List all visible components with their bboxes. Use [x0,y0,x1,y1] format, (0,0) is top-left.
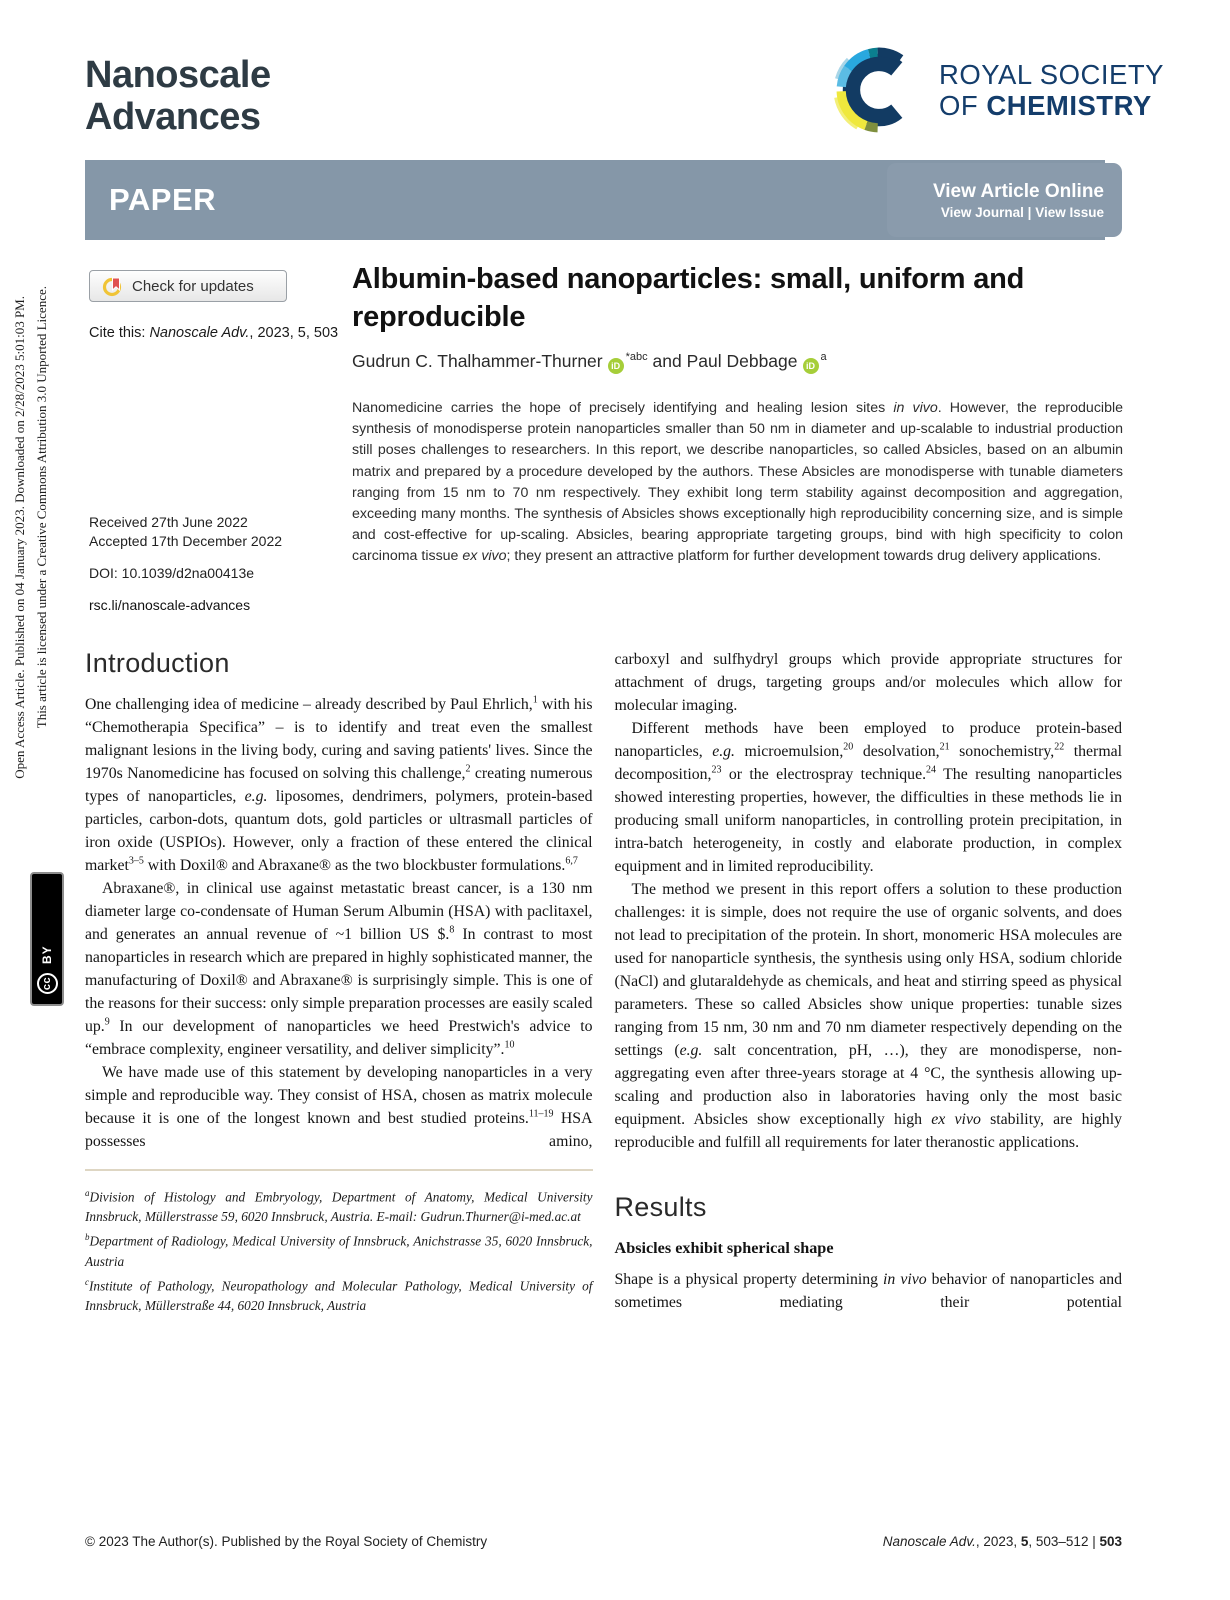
orcid-icon[interactable]: iD [608,358,624,374]
footnote-a-mark: a [85,1188,90,1198]
body-paragraph: carboxyl and sulfhydryl groups which provide appropriate structures for attachment of drugs, targeting groups and/or molecules which allow for molecular imaging. [614,651,1122,714]
results-section [615,1192,1123,1314]
author-2-affiliation-marks: a [820,351,827,364]
footnote-a [85,1183,593,1227]
rsc-logo [833,44,1164,136]
body-paragraph: Abraxane®, in clinical use against metastatic breast cancer, is a 130 nm diameter large co-condensate of Human Serum Albumin (HSA) with paclitaxel, and generates an annual revenue of ~1 billion US $.$^8$ In contrast to most nanoparticles in research which are prepared in highly sophisticated manner, the manufacturing of Doxil® and Abraxane® is surprisingly simple. This is one of the reasons for their success: only simple preparation processes are easily scaled up.$^9$ In our development of nanoparticles we heed Prestwich's advice to “embrace complexity, engineer versatility, and deliver simplicity”.$^{10}$ [85,880,593,1058]
footnote-c-text: Institute of Pathology, Neuropathology and Molecular Pathology, Medical University of Innsbruck, Müllerstraße 44, 6020 Innsbruck, Austria [85,1278,593,1314]
abstract: Nanomedicine carries the hope of precisely identifying and healing lesion sites in vivo. However, the reproducible synthesis of monodisperse protein nanoparticles smaller than 50 nm in diameter and up-scalable to industrial production still poses challenges to researchers. In this report, we describe nanoparticles, so called Absicles, based on an albumin matrix and prepared by a procedure developed by the authors. These Absicles are monodisperse with tunable diameters ranging from 15 nm to 70 nm respectively. They exhibit long term stability against decomposition and aggregation, exceeding many months. The synthesis of Absicles shows exceptionally high reproducibility concerning size, and is simple and cost-effective for up-scaling. Absicles, bearing appropriate targeting groups, bind with high specificity to colon carcinoma tissue ex vivo; they present an attractive platform for further development towards drug delivery applications. [352,400,1123,565]
left-column [85,648,593,1316]
authors-separator: and [647,351,687,371]
check-updates-label: Check for updates [132,277,254,295]
body-paragraph: We have made use of this statement by developing nanoparticles in a very simple and reproducible way. They consist of HSA, chosen as matrix molecule because it is one of the longest known and best studied proteins.$^{11-19}$ HSA possesses amino, [85,1064,593,1150]
rsc-logo-mark [833,44,925,136]
results-subheading: Absicles exhibit spherical shape [614,1239,834,1257]
rsc-logo-of: OF [939,90,987,121]
body-paragraph: The method we present in this report offers a solution to these production challenges: it is simple, does not require the use of organic solvents, and does not lead to precipitation of the protein. In short, monomeric HSA molecules are used for nanoparticle synthesis, the synthesis using only HSA, sodium chloride (NaCl) and glutaraldehyde as chemicals, and heat and stirring speed as physical parameters. These so called Absicles show unique properties: tunable sizes ranging from 15 nm, 30 nm and 70 nm diameter respectively depending on the settings (e.g. salt concentration, pH, …), they are monodisperse, non-aggregating even after three-years storage at 4 °C, the synthesis allowing up-scaling and production also in laboratories having only the most basic equipment. Absicles show exceptionally high ex vivo stability, are highly reproducible and fulfill all requirements for later theranostic applications. [614,881,1122,1151]
cc-by-badge[interactable] [30,872,68,1006]
cc-icon: cc [37,973,58,994]
footnote-b [85,1227,593,1271]
footnote-c-mark: c [85,1276,89,1287]
journal-title-line1: Nanoscale [85,54,271,96]
rsc-logo-line2 [939,90,1164,121]
paper-banner [85,160,1105,240]
article-title: Albumin-based nanoparticles: small, uniform and reproducible [352,263,1025,333]
rsc-logo-line1: ROYAL SOCIETY [939,58,1165,90]
doi[interactable]: DOI: 10.1039/d2na00413e [89,565,255,581]
cc-by-label: BY [40,945,54,964]
body-paragraph: One challenging idea of medicine – already described by Paul Ehrlich,$^1$ with his “Chemotherapia Specifica” – is to identify and treat even the smallest malignant lesions in the living body, curing and saving patients' lives. Since the 1970s Nanomedicine has focused on solving this challenge,$^2$ creating numerous types of nanoparticles, e.g. liposomes, dendrimers, polymers, protein-based particles, carbon-dots, quantum dots, gold particles or ultrasmall particles of iron oxide (USPIOs). However, only a fraction of these entered the clinical market$^{3-5}$ with Doxil® and Abraxane® as the two blockbuster formulations.$^{6,7}$ [85,694,593,874]
crossmark-icon [102,276,123,297]
view-article-online-box [887,163,1122,237]
right-column [615,648,1123,1316]
view-article-online-link[interactable]: View Article Online [932,180,1104,202]
journal-url[interactable]: rsc.li/nanoscale-advances [89,597,251,613]
authors-line [352,351,827,374]
rsc-logo-chemistry: CHEMISTRY [986,90,1152,121]
author-1: Gudrun C. Thalhammer-Thurner [352,351,603,371]
author-2: Paul Debbage [686,351,798,371]
license-text-published: Open Access Article. Published on 04 January 2023. Downloaded on 2/28/2023 5:01:03 PM. [12,296,27,779]
journal-title-line2: Advances [85,95,261,138]
affiliation-footnotes [85,1169,593,1316]
check-updates-button[interactable] [89,270,287,302]
received-date: Received 27th June 2022 [89,514,248,530]
results-heading: Results [614,1192,707,1222]
license-text-cc: This article is licensed under a Creative Commons Attribution 3.0 Unported Licence. [34,286,49,729]
footnote-b-mark: b [85,1232,90,1243]
page-footer [85,1534,1122,1549]
body-columns [85,648,1122,1316]
footnote-c [85,1272,593,1316]
introduction-heading: Introduction [85,648,230,678]
footnote-a-text: Division of Histology and Embryology, Department of Anatomy, Medical University Innsbruck, Müllerstrasse 59, 6020 Innsbruck, Austria. E-mail: Gudrun.Thurner@i-med.ac.at [85,1189,593,1225]
author-1-affiliation-marks: *abc [625,351,648,364]
view-journal-issue-links[interactable]: View Journal | View Issue [940,204,1104,220]
rsc-logo-text [939,59,1164,121]
orcid-icon[interactable]: iD [803,358,819,374]
accepted-date: Accepted 17th December 2022 [89,532,283,549]
article-header [85,255,1122,648]
body-paragraph: Different methods have been employed to produce protein-based nanoparticles, e.g. microemulsion,$^{20}$ desolvation,$^{21}$ sonochemistry,$^{22}$ thermal decomposition,$^{23}$ or the electrospray technique.$^{24}$ The resulting nanoparticles showed interesting properties, however, the difficulties in these methods lie in producing small uniform nanoparticles, in controlling protein precipitation, in intra-batch heterogeneity, in costly and elaborate production, in complex equipment and in limited reproducibility. [614,720,1123,875]
paper-type-label: PAPER [109,182,217,217]
dates-block [89,513,282,551]
body-paragraph: Shape is a physical property determining in vivo behavior of nanoparticles and sometimes mediating their potential [614,1271,1123,1311]
footer-citation: Nanoscale Adv., 2023, 5, 503–512 | 503 [882,1534,1122,1549]
footer-copyright: © 2023 The Author(s). Published by the Royal Society of Chemistry [85,1534,488,1549]
cite-this: Cite this: Nanoscale Adv., 2023, 5, 503 [89,325,339,341]
journal-title [85,55,271,139]
footnote-b-text: Department of Radiology, Medical University of Innsbruck, Anichstrasse 35, 6020 Innsbruck, Austria [85,1233,593,1269]
